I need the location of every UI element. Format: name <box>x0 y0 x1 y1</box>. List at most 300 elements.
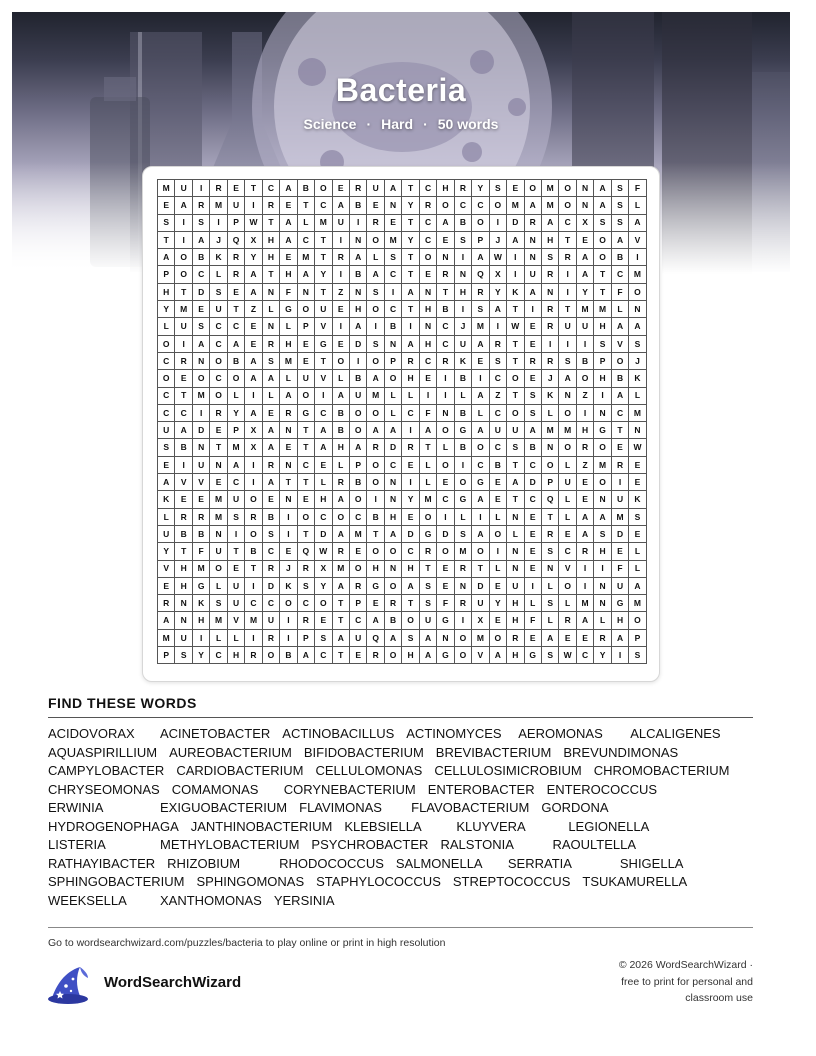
grid-cell[interactable]: I <box>629 249 646 266</box>
grid-cell[interactable]: O <box>559 404 576 421</box>
grid-cell[interactable]: S <box>559 352 576 369</box>
grid-cell[interactable]: E <box>489 491 506 508</box>
grid-cell[interactable]: R <box>227 266 244 283</box>
grid-cell[interactable]: O <box>437 456 454 473</box>
grid-cell[interactable]: I <box>367 318 384 335</box>
grid-cell[interactable]: I <box>524 301 541 318</box>
grid-cell[interactable]: R <box>175 508 192 525</box>
grid-cell[interactable]: A <box>158 474 175 491</box>
grid-cell[interactable]: J <box>489 231 506 248</box>
grid-cell[interactable]: E <box>437 577 454 594</box>
grid-cell[interactable]: H <box>611 612 628 629</box>
grid-cell[interactable]: D <box>437 525 454 542</box>
grid-cell[interactable]: M <box>541 197 558 214</box>
grid-cell[interactable]: C <box>611 266 628 283</box>
grid-cell[interactable]: A <box>402 577 419 594</box>
grid-cell[interactable]: E <box>611 543 628 560</box>
grid-cell[interactable]: B <box>524 439 541 456</box>
grid-cell[interactable]: A <box>315 422 332 439</box>
grid-cell[interactable]: L <box>367 249 384 266</box>
grid-cell[interactable]: L <box>227 387 244 404</box>
grid-cell[interactable]: R <box>489 335 506 352</box>
grid-cell[interactable]: R <box>262 456 279 473</box>
grid-cell[interactable]: M <box>576 301 593 318</box>
grid-cell[interactable]: M <box>576 595 593 612</box>
grid-cell[interactable]: T <box>594 283 611 300</box>
grid-cell[interactable]: E <box>175 491 192 508</box>
grid-cell[interactable]: Q <box>297 543 314 560</box>
grid-cell[interactable]: Y <box>472 180 489 197</box>
grid-cell[interactable]: A <box>349 318 366 335</box>
grid-cell[interactable]: J <box>210 231 227 248</box>
grid-cell[interactable]: E <box>227 283 244 300</box>
grid-cell[interactable]: R <box>594 629 611 646</box>
grid-cell[interactable]: T <box>367 525 384 542</box>
grid-cell[interactable]: Z <box>576 456 593 473</box>
grid-cell[interactable]: T <box>297 422 314 439</box>
grid-cell[interactable]: M <box>297 249 314 266</box>
grid-cell[interactable]: B <box>349 197 366 214</box>
grid-cell[interactable]: G <box>367 577 384 594</box>
grid-cell[interactable]: Y <box>192 647 209 664</box>
grid-cell[interactable]: E <box>524 370 541 387</box>
grid-cell[interactable]: L <box>489 560 506 577</box>
grid-cell[interactable]: I <box>175 456 192 473</box>
grid-cell[interactable]: I <box>611 474 628 491</box>
grid-cell[interactable]: R <box>541 525 558 542</box>
grid-cell[interactable]: O <box>245 491 262 508</box>
grid-cell[interactable]: I <box>349 214 366 231</box>
grid-cell[interactable]: L <box>210 577 227 594</box>
grid-cell[interactable]: R <box>454 560 471 577</box>
grid-cell[interactable]: B <box>349 266 366 283</box>
grid-cell[interactable]: I <box>245 456 262 473</box>
grid-cell[interactable]: M <box>367 387 384 404</box>
grid-cell[interactable]: R <box>192 508 209 525</box>
grid-cell[interactable]: L <box>611 301 628 318</box>
grid-cell[interactable]: O <box>384 370 401 387</box>
grid-cell[interactable]: O <box>297 508 314 525</box>
grid-cell[interactable]: S <box>367 335 384 352</box>
grid-cell[interactable]: I <box>175 214 192 231</box>
grid-cell[interactable]: B <box>280 647 297 664</box>
grid-cell[interactable]: Y <box>158 301 175 318</box>
grid-cell[interactable]: R <box>576 543 593 560</box>
grid-cell[interactable]: T <box>297 525 314 542</box>
grid-cell[interactable]: R <box>472 283 489 300</box>
grid-cell[interactable]: M <box>245 612 262 629</box>
grid-cell[interactable]: X <box>472 612 489 629</box>
grid-cell[interactable]: M <box>349 525 366 542</box>
grid-cell[interactable]: A <box>245 404 262 421</box>
grid-cell[interactable]: T <box>297 197 314 214</box>
grid-cell[interactable]: Q <box>472 266 489 283</box>
grid-cell[interactable]: L <box>402 387 419 404</box>
grid-cell[interactable]: S <box>262 525 279 542</box>
grid-cell[interactable]: S <box>158 214 175 231</box>
grid-cell[interactable]: N <box>210 525 227 542</box>
grid-cell[interactable]: V <box>611 335 628 352</box>
grid-cell[interactable]: R <box>541 352 558 369</box>
grid-cell[interactable]: W <box>315 543 332 560</box>
grid-cell[interactable]: I <box>402 474 419 491</box>
grid-cell[interactable]: E <box>629 474 646 491</box>
grid-cell[interactable]: O <box>297 387 314 404</box>
grid-cell[interactable]: I <box>541 335 558 352</box>
grid-cell[interactable]: H <box>367 560 384 577</box>
grid-cell[interactable]: A <box>297 647 314 664</box>
grid-cell[interactable]: I <box>611 647 628 664</box>
grid-cell[interactable]: S <box>524 387 541 404</box>
grid-cell[interactable]: T <box>611 422 628 439</box>
grid-cell[interactable]: M <box>507 197 524 214</box>
grid-cell[interactable]: E <box>559 525 576 542</box>
grid-cell[interactable]: F <box>280 283 297 300</box>
grid-cell[interactable]: S <box>192 318 209 335</box>
grid-cell[interactable]: N <box>437 249 454 266</box>
grid-cell[interactable]: O <box>367 474 384 491</box>
grid-cell[interactable]: H <box>594 543 611 560</box>
grid-cell[interactable]: H <box>576 422 593 439</box>
grid-cell[interactable]: B <box>454 439 471 456</box>
grid-cell[interactable]: S <box>541 249 558 266</box>
grid-cell[interactable]: L <box>454 508 471 525</box>
grid-cell[interactable]: C <box>437 335 454 352</box>
grid-cell[interactable]: O <box>280 595 297 612</box>
grid-cell[interactable]: C <box>559 214 576 231</box>
grid-cell[interactable]: U <box>227 197 244 214</box>
grid-cell[interactable]: S <box>629 508 646 525</box>
grid-cell[interactable]: N <box>629 422 646 439</box>
grid-cell[interactable]: L <box>559 595 576 612</box>
grid-cell[interactable]: I <box>454 612 471 629</box>
grid-cell[interactable]: O <box>210 387 227 404</box>
grid-cell[interactable]: V <box>629 231 646 248</box>
grid-cell[interactable]: I <box>280 508 297 525</box>
grid-cell[interactable]: A <box>227 456 244 473</box>
grid-cell[interactable]: T <box>332 612 349 629</box>
grid-cell[interactable]: M <box>629 595 646 612</box>
grid-cell[interactable]: H <box>192 612 209 629</box>
grid-cell[interactable]: E <box>315 456 332 473</box>
grid-cell[interactable]: M <box>175 301 192 318</box>
grid-cell[interactable]: H <box>454 283 471 300</box>
grid-cell[interactable]: R <box>419 543 436 560</box>
grid-cell[interactable]: Y <box>315 266 332 283</box>
grid-cell[interactable]: O <box>507 404 524 421</box>
grid-cell[interactable]: C <box>437 318 454 335</box>
grid-cell[interactable]: R <box>297 612 314 629</box>
grid-cell[interactable]: T <box>315 249 332 266</box>
grid-cell[interactable]: H <box>175 560 192 577</box>
grid-cell[interactable]: C <box>559 543 576 560</box>
grid-cell[interactable]: Y <box>227 404 244 421</box>
grid-cell[interactable]: X <box>489 266 506 283</box>
grid-cell[interactable]: R <box>384 595 401 612</box>
grid-cell[interactable]: T <box>419 560 436 577</box>
grid-cell[interactable]: A <box>245 266 262 283</box>
grid-cell[interactable]: G <box>192 577 209 594</box>
grid-cell[interactable]: E <box>437 231 454 248</box>
grid-cell[interactable]: R <box>262 560 279 577</box>
grid-cell[interactable]: N <box>454 266 471 283</box>
grid-cell[interactable]: A <box>629 318 646 335</box>
grid-cell[interactable]: L <box>210 629 227 646</box>
grid-cell[interactable]: D <box>507 214 524 231</box>
grid-cell[interactable]: A <box>507 231 524 248</box>
grid-cell[interactable]: N <box>594 577 611 594</box>
grid-cell[interactable]: B <box>192 249 209 266</box>
grid-cell[interactable]: L <box>629 560 646 577</box>
grid-cell[interactable]: E <box>297 335 314 352</box>
grid-cell[interactable]: C <box>489 370 506 387</box>
grid-cell[interactable]: G <box>315 335 332 352</box>
grid-cell[interactable]: A <box>349 249 366 266</box>
grid-cell[interactable]: M <box>559 422 576 439</box>
footer-link-text[interactable]: Go to wordsearchwizard.com/puzzles/bacteria to play online or print in high resolution <box>48 937 446 949</box>
grid-cell[interactable]: L <box>437 439 454 456</box>
grid-cell[interactable]: L <box>332 456 349 473</box>
grid-cell[interactable]: Y <box>158 543 175 560</box>
grid-cell[interactable]: R <box>541 266 558 283</box>
grid-cell[interactable]: H <box>402 560 419 577</box>
grid-cell[interactable]: N <box>280 422 297 439</box>
grid-cell[interactable]: A <box>576 612 593 629</box>
grid-cell[interactable]: T <box>297 439 314 456</box>
grid-cell[interactable]: N <box>384 335 401 352</box>
grid-cell[interactable]: I <box>175 335 192 352</box>
grid-cell[interactable]: H <box>349 301 366 318</box>
grid-cell[interactable]: N <box>507 543 524 560</box>
grid-cell[interactable]: C <box>489 404 506 421</box>
grid-cell[interactable]: G <box>454 491 471 508</box>
grid-cell[interactable]: A <box>315 439 332 456</box>
grid-cell[interactable]: C <box>384 266 401 283</box>
grid-cell[interactable]: H <box>262 249 279 266</box>
grid-cell[interactable]: C <box>262 595 279 612</box>
grid-cell[interactable]: B <box>611 370 628 387</box>
grid-cell[interactable]: Q <box>227 231 244 248</box>
grid-cell[interactable]: I <box>489 318 506 335</box>
grid-cell[interactable]: N <box>349 231 366 248</box>
grid-cell[interactable]: L <box>541 577 558 594</box>
grid-cell[interactable]: V <box>315 318 332 335</box>
grid-cell[interactable]: H <box>594 318 611 335</box>
grid-cell[interactable]: S <box>454 231 471 248</box>
grid-cell[interactable]: U <box>489 422 506 439</box>
grid-cell[interactable]: M <box>315 214 332 231</box>
grid-cell[interactable]: E <box>524 525 541 542</box>
grid-cell[interactable]: A <box>332 629 349 646</box>
grid-cell[interactable]: I <box>192 629 209 646</box>
grid-cell[interactable]: P <box>349 456 366 473</box>
grid-cell[interactable]: S <box>158 439 175 456</box>
grid-cell[interactable]: F <box>419 404 436 421</box>
grid-cell[interactable]: S <box>594 214 611 231</box>
grid-cell[interactable]: L <box>384 404 401 421</box>
grid-cell[interactable]: A <box>262 474 279 491</box>
grid-cell[interactable]: X <box>576 214 593 231</box>
grid-cell[interactable]: T <box>507 335 524 352</box>
grid-cell[interactable]: H <box>384 508 401 525</box>
grid-cell[interactable]: A <box>332 491 349 508</box>
grid-cell[interactable]: E <box>192 491 209 508</box>
grid-cell[interactable]: N <box>280 491 297 508</box>
grid-cell[interactable]: O <box>454 647 471 664</box>
grid-cell[interactable]: N <box>629 301 646 318</box>
grid-cell[interactable]: A <box>472 335 489 352</box>
grid-cell[interactable]: I <box>594 387 611 404</box>
grid-cell[interactable]: I <box>332 231 349 248</box>
grid-cell[interactable]: H <box>437 180 454 197</box>
grid-cell[interactable]: S <box>402 629 419 646</box>
grid-cell[interactable]: T <box>402 266 419 283</box>
grid-cell[interactable]: E <box>419 266 436 283</box>
grid-cell[interactable]: C <box>419 214 436 231</box>
grid-cell[interactable]: E <box>524 560 541 577</box>
grid-cell[interactable]: E <box>524 543 541 560</box>
grid-cell[interactable]: T <box>245 180 262 197</box>
grid-cell[interactable]: T <box>332 647 349 664</box>
grid-cell[interactable]: N <box>437 629 454 646</box>
grid-cell[interactable]: C <box>524 491 541 508</box>
grid-cell[interactable]: L <box>559 491 576 508</box>
grid-cell[interactable]: E <box>489 474 506 491</box>
grid-cell[interactable]: E <box>175 370 192 387</box>
grid-cell[interactable]: A <box>367 422 384 439</box>
grid-cell[interactable]: A <box>262 439 279 456</box>
grid-cell[interactable]: M <box>210 197 227 214</box>
grid-cell[interactable]: K <box>507 283 524 300</box>
grid-cell[interactable]: N <box>507 508 524 525</box>
grid-cell[interactable]: P <box>472 231 489 248</box>
grid-cell[interactable]: Z <box>245 301 262 318</box>
grid-cell[interactable]: E <box>262 491 279 508</box>
grid-cell[interactable]: O <box>472 439 489 456</box>
grid-cell[interactable]: U <box>175 318 192 335</box>
grid-cell[interactable]: D <box>192 283 209 300</box>
grid-cell[interactable]: S <box>507 439 524 456</box>
grid-cell[interactable]: E <box>559 629 576 646</box>
grid-cell[interactable]: I <box>524 577 541 594</box>
grid-cell[interactable]: E <box>419 370 436 387</box>
grid-cell[interactable]: A <box>332 577 349 594</box>
grid-cell[interactable]: C <box>297 456 314 473</box>
grid-cell[interactable]: E <box>472 352 489 369</box>
grid-cell[interactable]: E <box>245 318 262 335</box>
grid-cell[interactable]: A <box>384 422 401 439</box>
grid-cell[interactable]: C <box>158 404 175 421</box>
grid-cell[interactable]: A <box>402 283 419 300</box>
grid-cell[interactable]: U <box>454 335 471 352</box>
grid-cell[interactable]: L <box>280 370 297 387</box>
grid-cell[interactable]: E <box>297 352 314 369</box>
grid-cell[interactable]: P <box>384 352 401 369</box>
grid-cell[interactable]: R <box>349 577 366 594</box>
grid-cell[interactable]: V <box>559 560 576 577</box>
grid-cell[interactable]: T <box>594 266 611 283</box>
grid-cell[interactable]: L <box>262 301 279 318</box>
grid-cell[interactable]: R <box>454 595 471 612</box>
grid-cell[interactable]: P <box>227 422 244 439</box>
grid-cell[interactable]: B <box>454 370 471 387</box>
grid-cell[interactable]: E <box>489 612 506 629</box>
grid-cell[interactable]: L <box>559 456 576 473</box>
grid-cell[interactable]: A <box>419 647 436 664</box>
grid-cell[interactable]: T <box>402 214 419 231</box>
grid-cell[interactable]: U <box>315 301 332 318</box>
grid-cell[interactable]: U <box>611 577 628 594</box>
grid-cell[interactable]: B <box>175 525 192 542</box>
grid-cell[interactable]: O <box>559 439 576 456</box>
grid-cell[interactable]: E <box>210 474 227 491</box>
grid-cell[interactable]: E <box>629 525 646 542</box>
grid-cell[interactable]: F <box>611 560 628 577</box>
grid-cell[interactable]: A <box>559 370 576 387</box>
grid-cell[interactable]: H <box>402 647 419 664</box>
grid-cell[interactable]: R <box>541 318 558 335</box>
grid-cell[interactable]: I <box>507 266 524 283</box>
grid-cell[interactable]: O <box>594 474 611 491</box>
grid-cell[interactable]: A <box>367 370 384 387</box>
grid-cell[interactable]: C <box>210 318 227 335</box>
grid-cell[interactable]: O <box>245 525 262 542</box>
grid-cell[interactable]: R <box>419 197 436 214</box>
grid-cell[interactable]: E <box>507 180 524 197</box>
grid-cell[interactable]: O <box>158 335 175 352</box>
grid-cell[interactable]: I <box>576 577 593 594</box>
grid-cell[interactable]: A <box>245 370 262 387</box>
grid-cell[interactable]: C <box>158 387 175 404</box>
grid-cell[interactable]: B <box>245 543 262 560</box>
grid-cell[interactable]: R <box>524 352 541 369</box>
grid-cell[interactable]: G <box>454 422 471 439</box>
grid-cell[interactable]: P <box>541 474 558 491</box>
grid-cell[interactable]: A <box>489 301 506 318</box>
grid-cell[interactable]: C <box>576 647 593 664</box>
grid-cell[interactable]: R <box>402 352 419 369</box>
grid-cell[interactable]: O <box>367 231 384 248</box>
grid-cell[interactable]: O <box>175 266 192 283</box>
grid-cell[interactable]: A <box>611 629 628 646</box>
grid-cell[interactable]: U <box>297 370 314 387</box>
grid-cell[interactable]: L <box>472 404 489 421</box>
grid-cell[interactable]: B <box>192 525 209 542</box>
grid-cell[interactable]: N <box>559 387 576 404</box>
grid-cell[interactable]: V <box>472 647 489 664</box>
grid-cell[interactable]: E <box>192 301 209 318</box>
grid-cell[interactable]: A <box>192 335 209 352</box>
grid-cell[interactable]: E <box>280 439 297 456</box>
grid-cell[interactable]: R <box>559 249 576 266</box>
grid-cell[interactable]: M <box>332 560 349 577</box>
grid-cell[interactable]: N <box>384 197 401 214</box>
grid-cell[interactable]: Z <box>489 387 506 404</box>
grid-cell[interactable]: M <box>210 612 227 629</box>
grid-cell[interactable]: H <box>507 647 524 664</box>
grid-cell[interactable]: I <box>472 370 489 387</box>
grid-cell[interactable]: M <box>594 301 611 318</box>
grid-cell[interactable]: C <box>489 439 506 456</box>
grid-cell[interactable]: T <box>559 231 576 248</box>
grid-cell[interactable]: N <box>541 283 558 300</box>
grid-cell[interactable]: T <box>315 352 332 369</box>
grid-cell[interactable]: T <box>559 301 576 318</box>
grid-cell[interactable]: C <box>262 180 279 197</box>
grid-cell[interactable]: M <box>280 352 297 369</box>
grid-cell[interactable]: U <box>349 387 366 404</box>
grid-cell[interactable]: Y <box>315 577 332 594</box>
